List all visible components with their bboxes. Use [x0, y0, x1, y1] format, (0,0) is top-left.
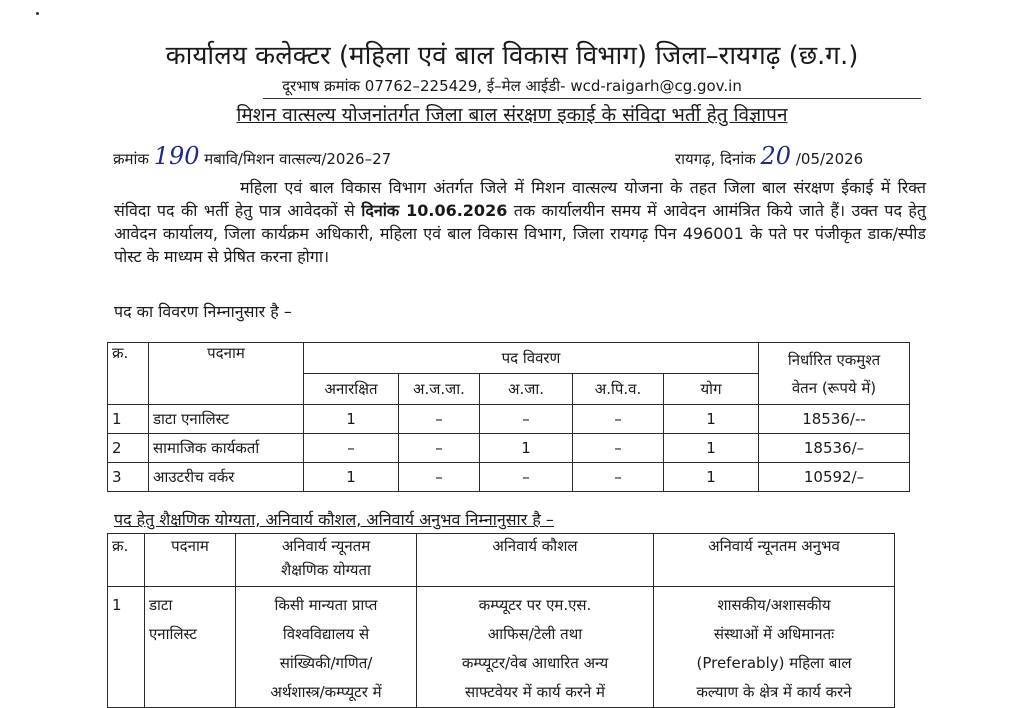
posts-intro: पद का विवरण निम्नानुसार है –: [114, 302, 292, 321]
header-divider: [263, 98, 921, 99]
table-row: [108, 463, 910, 492]
col-education: [236, 534, 417, 587]
name-line: एनालिस्ट: [149, 625, 197, 643]
cell-sc: 1: [480, 434, 573, 463]
cell-st: –: [399, 463, 480, 492]
education-line: अर्थशास्त्र/कम्प्यूटर में: [270, 683, 382, 701]
cell-sno: 1: [108, 587, 145, 708]
col-total: योग: [664, 374, 759, 405]
cell-unreserved: –: [304, 434, 399, 463]
qualification-intro: पद हेतु शैक्षणिक योग्यता, अनिवार्य कौशल, अनिवार्य अनुभव निम्नानुसार है –: [114, 510, 554, 529]
table-row: [108, 405, 910, 434]
col-obc: अ.पि.व.: [573, 374, 664, 405]
skill-line: आफिस/टेली तथा: [487, 625, 583, 643]
cell-name: [145, 587, 236, 708]
cell-name: सामाजिक कार्यकर्ता: [149, 434, 304, 463]
col-unreserved: अनारक्षित: [304, 374, 399, 405]
cell-name: डाटा एनालिस्ट: [149, 405, 304, 434]
qualification-table: [107, 533, 895, 708]
salary-header-line1: निर्धारित एकमुश्त: [787, 350, 881, 369]
education-line: सांख्यिकी/गणित/: [279, 654, 373, 672]
cell-skill: [417, 587, 654, 708]
posts-header-row-1: [108, 343, 910, 374]
cell-salary: 18536/–: [759, 434, 910, 463]
education-header-line1: अनिवार्य न्यूनतम: [281, 537, 371, 555]
reference-number: [113, 142, 391, 170]
col-sno: क्र.: [108, 534, 145, 587]
posts-table: [107, 342, 910, 492]
scan-speck: [36, 12, 39, 15]
cell-total: 1: [664, 463, 759, 492]
cell-st: –: [399, 405, 480, 434]
body-paragraph: [114, 176, 926, 268]
name-line: डाटा: [149, 596, 173, 614]
office-title: कार्यालय कलेक्टर (महिला एवं बाल विकास विभाग) जिला–रायगढ़ (छ.ग.): [165, 41, 859, 71]
experience-line: कल्याण के क्षेत्र में कार्य करने: [696, 683, 852, 701]
issue-date: [675, 142, 863, 170]
cell-st: –: [399, 434, 480, 463]
reference-suffix: मबावि/मिशन वात्सल्य/2026–27: [204, 150, 392, 168]
deadline-date: दिनांक 10.06.2026: [361, 201, 508, 220]
education-line: विश्वविद्यालय से: [282, 625, 370, 643]
table-row: [108, 434, 910, 463]
col-name: पदनाम: [149, 343, 304, 405]
reference-prefix: क्रमांक: [113, 150, 149, 168]
qual-header-row: [108, 534, 895, 587]
cell-obc: –: [573, 405, 664, 434]
cell-sc: –: [480, 463, 573, 492]
experience-line: (Preferably) महिला बाल: [696, 654, 852, 672]
education-header-line2: शैक्षणिक योग्यता: [281, 561, 371, 579]
col-salary: [759, 343, 910, 405]
skill-line: कम्प्यूटर पर एम.एस.: [478, 596, 592, 614]
cell-sno: 3: [108, 463, 149, 492]
col-skill: अनिवार्य कौशल: [417, 534, 654, 587]
date-suffix: /05/2026: [795, 150, 864, 168]
cell-salary: 10592/–: [759, 463, 910, 492]
cell-unreserved: 1: [304, 463, 399, 492]
table-row: [108, 587, 895, 708]
skill-line: साफ्टवेयर में कार्य करने में: [464, 683, 606, 701]
cell-total: 1: [664, 434, 759, 463]
col-sc: अ.जा.: [480, 374, 573, 405]
salary-header-line2: वेतन (रूपये में): [791, 378, 877, 397]
skill-line: कम्प्यूटर/वेब आधारित अन्य: [461, 654, 609, 672]
contact-line: दूरभाष क्रमांक 07762–225429, ई–मेल आईडी- wcd-raigarh@cg.gov.in: [282, 77, 742, 95]
cell-experience: [654, 587, 895, 708]
cell-name: आउटरीच वर्कर: [149, 463, 304, 492]
cell-sc: –: [480, 405, 573, 434]
advertisement-subject: मिशन वात्सल्य योजनांतर्गत जिला बाल संरक्षण इकाई के संविदा भर्ती हेतु विज्ञापन: [236, 104, 788, 126]
cell-salary: 18536/--: [759, 405, 910, 434]
col-group-post-details: पद विवरण: [304, 343, 759, 374]
col-st: अ.ज.जा.: [399, 374, 480, 405]
education-line: किसी मान्यता प्राप्त: [274, 596, 378, 614]
experience-line: शासकीय/अशासकीय: [717, 596, 831, 614]
cell-unreserved: 1: [304, 405, 399, 434]
col-sno: क्र.: [108, 343, 149, 405]
col-experience: अनिवार्य न्यूनतम अनुभव: [654, 534, 895, 587]
cell-obc: –: [573, 463, 664, 492]
cell-sno: 1: [108, 405, 149, 434]
cell-sno: 2: [108, 434, 149, 463]
cell-total: 1: [664, 405, 759, 434]
cell-education: [236, 587, 417, 708]
experience-line: संस्थाओं में अधिमानतः: [713, 625, 835, 643]
reference-number-handwritten: 190: [153, 142, 200, 170]
para-text-b: तक कार्यालयीन समय में आवेदन आमंत्रित किये जाते हैं। उक्त पद हेतु आवेदन कार्यालय, जिला कार्यक्रम अधिकारी, महिला एवं बाल विकास विभाग, जिला रायगढ़ पिन 496001 के पते पर पंजीकृत डाक/स्पीड पोस्ट के माध्यम से प्रेषित करना होगा।: [114, 201, 926, 266]
date-day-handwritten: 20: [760, 142, 792, 170]
col-name: पदनाम: [145, 534, 236, 587]
date-prefix: रायगढ़, दिनांक: [675, 150, 756, 168]
para-text-a: महिला एवं बाल विकास विभाग अंतर्गत जिले में मिशन वात्सल्य योजना के तहत जिला बाल संरक्षण ईकाई में रिक्त संविदा पद की भर्ती हेतु पात्र आवेदकों से: [114, 178, 926, 220]
cell-obc: –: [573, 434, 664, 463]
